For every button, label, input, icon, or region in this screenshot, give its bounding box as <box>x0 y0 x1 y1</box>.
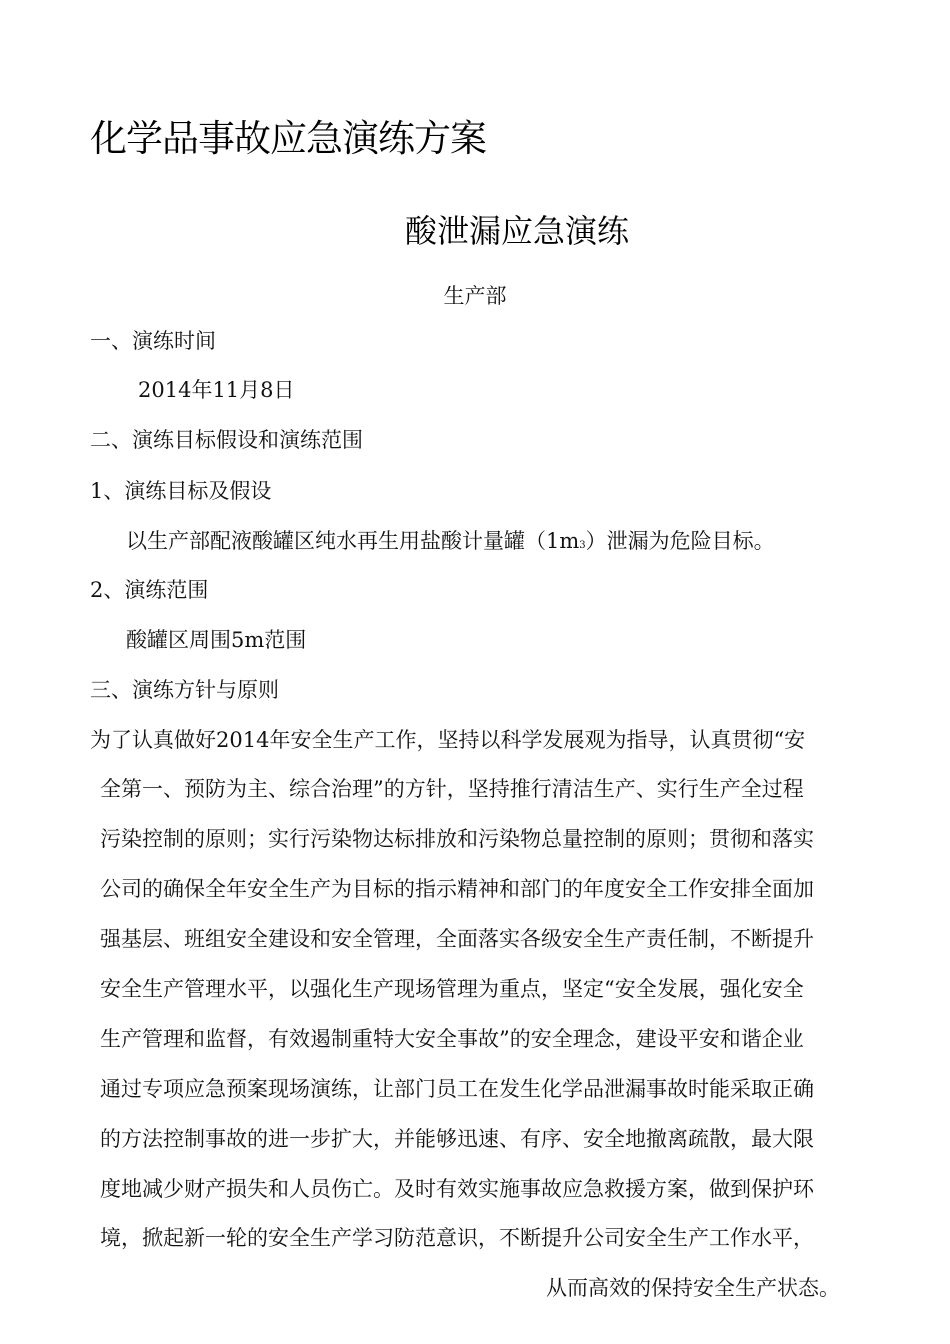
paragraph-line: 境，掀起新一轮的安全生产学习防范意识，不断提升公司安全生产工作水平， <box>100 1226 814 1250</box>
paragraph-line: 从而高效的保持安全生产状态。 <box>546 1276 840 1300</box>
sub-title: 酸泄漏应急演练 <box>404 212 629 250</box>
paragraph-line: 公司的确保全年安全生产为目标的指示精神和部门的年度安全工作安排全面加 <box>100 877 814 901</box>
section2-item2-content: 酸罐区周围5m范围 <box>126 628 307 652</box>
section2-heading: 二、演练目标假设和演练范围 <box>90 428 363 452</box>
section1-content: 2014年11月8日 <box>138 378 295 402</box>
paragraph-line: 度地减少财产损失和人员伤亡。及时有效实施事故应急救援方案，做到保护环 <box>100 1177 814 1201</box>
section3-heading: 三、演练方针与原则 <box>90 678 279 702</box>
department-label: 生产部 <box>443 284 507 308</box>
section2-item1-heading: 1、演练目标及假设 <box>90 479 272 503</box>
paragraph-line: 通过专项应急预案现场演练，让部门员工在发生化学品泄漏事故时能采取正确 <box>100 1077 814 1101</box>
section2-item1-content <box>126 531 775 552</box>
item1-content-sup: 3 <box>579 540 586 551</box>
paragraph-line: 的方法控制事故的进一步扩大，并能够迅速、有序、安全地撤离疏散，最大限 <box>100 1127 814 1151</box>
paragraph-line: 强基层、班组安全建设和安全管理，全面落实各级安全生产责任制，不断提升 <box>100 927 814 951</box>
paragraph-line: 为了认真做好2014年安全生产工作，坚持以科学发展观为指导，认真贯彻“安 <box>90 728 806 752</box>
paragraph-line: 生产管理和监督，有效遏制重特大安全事故”的安全理念，建设平安和谐企业 <box>100 1027 804 1051</box>
section2-item2-heading: 2、演练范围 <box>90 578 209 602</box>
item1-content-post: ）泄漏为危险目标。 <box>585 529 775 553</box>
paragraph-line: 污染控制的原则；实行污染物达标排放和污染物总量控制的原则；贯彻和落实 <box>100 827 814 851</box>
main-title: 化学品事故应急演练方案 <box>90 117 486 160</box>
paragraph-line: 安全生产管理水平，以强化生产现场管理为重点，坚定“安全发展，强化安全 <box>100 977 804 1001</box>
section1-heading: 一、演练时间 <box>90 329 216 353</box>
paragraph-line: 全第一、预防为主、综合治理”的方针，坚持推行清洁生产、实行生产全过程 <box>100 777 804 801</box>
item1-content-pre: 以生产部配液酸罐区纯水再生用盐酸计量罐（1m <box>126 529 580 553</box>
